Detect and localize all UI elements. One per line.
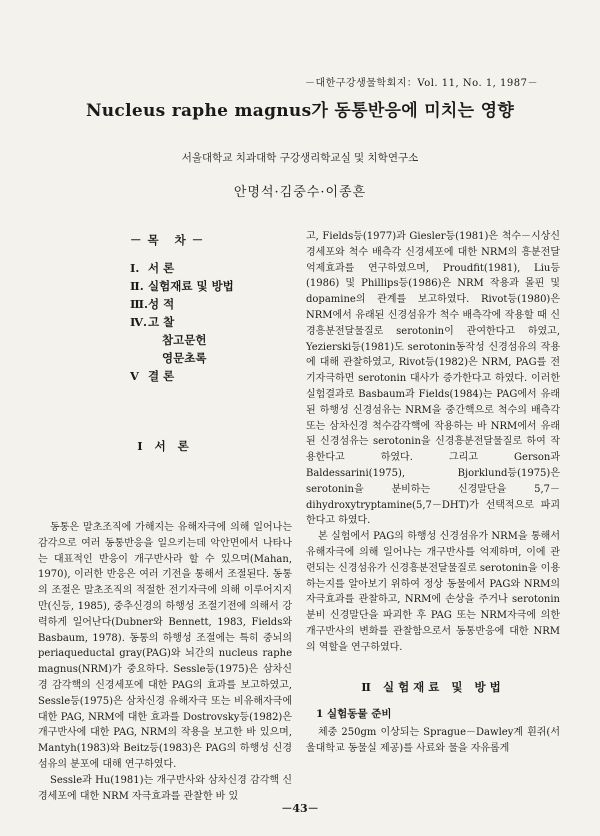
- body-paragraph: 동통은 말초조직에 가해지는 유해자극에 의해 일어나는 감각으로 여러 동통반응을 일으키는데 악안면에서 나타나는 대표적인 반응이 개구반사라 할 수 있으며(Mahan, 1970), 이러한 반응은 여러 기전을 통해서 조절된다. 동통의 조절은 말초조직의 적절한 전기자극에 의해 이루어지지만(신등, 1985), 중추신경의 하행성 조절기전에 의해서 강력하게 일어난다(Dubner와 Bennett, 1983, Fields와 Basbaum, 1978). 동통의 하행성 조절에는 특히 중뇌의 periaqueductal gray(PAG)와 뇌간의 nucleus raphe magnus(NRM)가 중요하다. Sessle등(1975)은 삼차신경 감각핵의 신경세포에 대한 PAG의 효과를 보고하였고, Sessle등(1975)은 삼차신경 유해자극 또는 비유해자극에 대한 PAG, NRM에 대한 효과를 Dostrovsky등(1982)은 개구반사에 대한 PAG, NRM의 작용을 보고한 바 있으며, Mantyh(1983)와 Beitz등(1983)은 PAG의 하행성 신경섬유의 분포에 대해 연구하였다.: [38, 522, 292, 770]
- toc-item-results: [130, 296, 280, 314]
- toc-item-label: 서 론: [148, 261, 175, 275]
- introduction-heading: I 서 론: [137, 439, 193, 453]
- left-column: [38, 520, 292, 804]
- toc-item-number: Ⅲ.: [130, 297, 149, 311]
- toc-item-label: 참고문헌: [162, 333, 207, 347]
- affiliation: 서울대학교 치과대학 구강생리학교실 및 치학연구소: [181, 152, 419, 164]
- article-title: Nucleus raphe magnus가 동통반응에 미치는 영향: [85, 101, 515, 121]
- toc-item-english-abstract: [130, 350, 280, 368]
- toc-item-methods: [130, 278, 280, 296]
- toc-item-label: 성 적: [148, 297, 175, 311]
- toc-item-conclusion: [130, 368, 280, 386]
- toc-item-discussion: [130, 314, 280, 332]
- body-paragraph: 체중 250gm 이상되는 Sprague－Dawley계 흰쥐(서울대학교 동물실 제공)를 사료와 물을 자유롭게: [306, 727, 560, 754]
- right-column: [306, 229, 560, 757]
- table-of-contents: [130, 232, 280, 386]
- toc-item-label: 실험재료 및 방법: [148, 279, 234, 293]
- toc-item-number: V: [130, 369, 139, 383]
- toc-item-label: 고 찰: [148, 315, 175, 329]
- body-paragraph: Sessle과 Hu(1981)는 개구반사와 삼차신경 감각핵 신경세포에 대한 NRM 자극효과를 관찰한 바 있: [38, 774, 292, 802]
- toc-item-number: Ⅳ.: [130, 315, 148, 329]
- toc-item-introduction: [130, 260, 280, 278]
- toc-item-label: 결 론: [148, 369, 175, 383]
- journal-header: －대한구강생물학회지：Vol. 11, No. 1, 1987－: [304, 78, 538, 89]
- authors: 안명석·김중수·이종흔: [233, 185, 367, 200]
- toc-item-number: I.: [130, 261, 140, 275]
- body-paragraph: 고, Fields등(1977)과 Giesler등(1981)은 척수－시상신경세포와 척수 배측각 신경세포에 대한 NRM의 흥분전달억제효과를 연구하였으며, Proudfit(1981), Liu등(1986) 및 Phillips등(1986)은 NRM 작용과 몰핀 및 dopamine의 관계를 보고하였다. Rivot등(1980)은 NRM에서 유래된 신경섬유가 척수 배측각에 작용할 때 신경흥분전달물질로 serotonin이 관여한다고 하였고, Yezierski등(1981)도 serotonin동작성 신경섬유의 작용에 대해 관찰하였고, Rivot등(1982)은 NRM, PAG를 전기자극하면 serotonin 대사가 증가한다고 하였다. 이러한 실험결과로 Basbaum과 Fields(1984)는 PAG에서 유래된 하행성 신경섬유는 NRM을 중간핵으로 척수의 배측각 또는 삼차신경 척수감각핵에 작용하는 바 NRM에서 유래된 신경섬유는 serotonin을 신경흥분전달물질로 하여 작용한다고 하였다. 그리고 Gerson과 Baldessarini(1975), Bjorklund등(1975)은 serotonin을 분비하는 신경말단을 5,7－dihydroxytryptamine(5,7－DHT)가 선택적으로 파괴한다고 하였다.: [306, 231, 560, 527]
- methods-heading: Ⅱ 실험재료 및 방법: [361, 679, 505, 694]
- body-paragraph: 본 실험에서 PAG의 하행성 신경섬유가 NRM을 통해서 유해자극에 의해 일어나는 개구반사를 억제하며, 이에 관련되는 신경섬유가 신경흥분전달물질로 serotonin을 이용하는지를 알아보기 위하여 정상 동물에서 PAG와 NRM의 자극효과를 관찰하고, NRM에 손상을 주거나 serotonin분비 신경말단을 파괴한 후 PAG 또는 NRM자극에 의한 개구반사의 변화를 관찰함으로서 동통반응에 대한 NRM의 역할을 연구하였다.: [306, 531, 560, 653]
- toc-item-label: 영문초록: [162, 351, 207, 365]
- toc-item-number: Ⅱ.: [130, 279, 144, 293]
- methods-subheading: 1 실험동물 준비: [316, 708, 392, 721]
- toc-title: －목 차－: [130, 233, 210, 247]
- toc-item-references: [130, 332, 280, 350]
- page-number: －43－: [281, 802, 319, 815]
